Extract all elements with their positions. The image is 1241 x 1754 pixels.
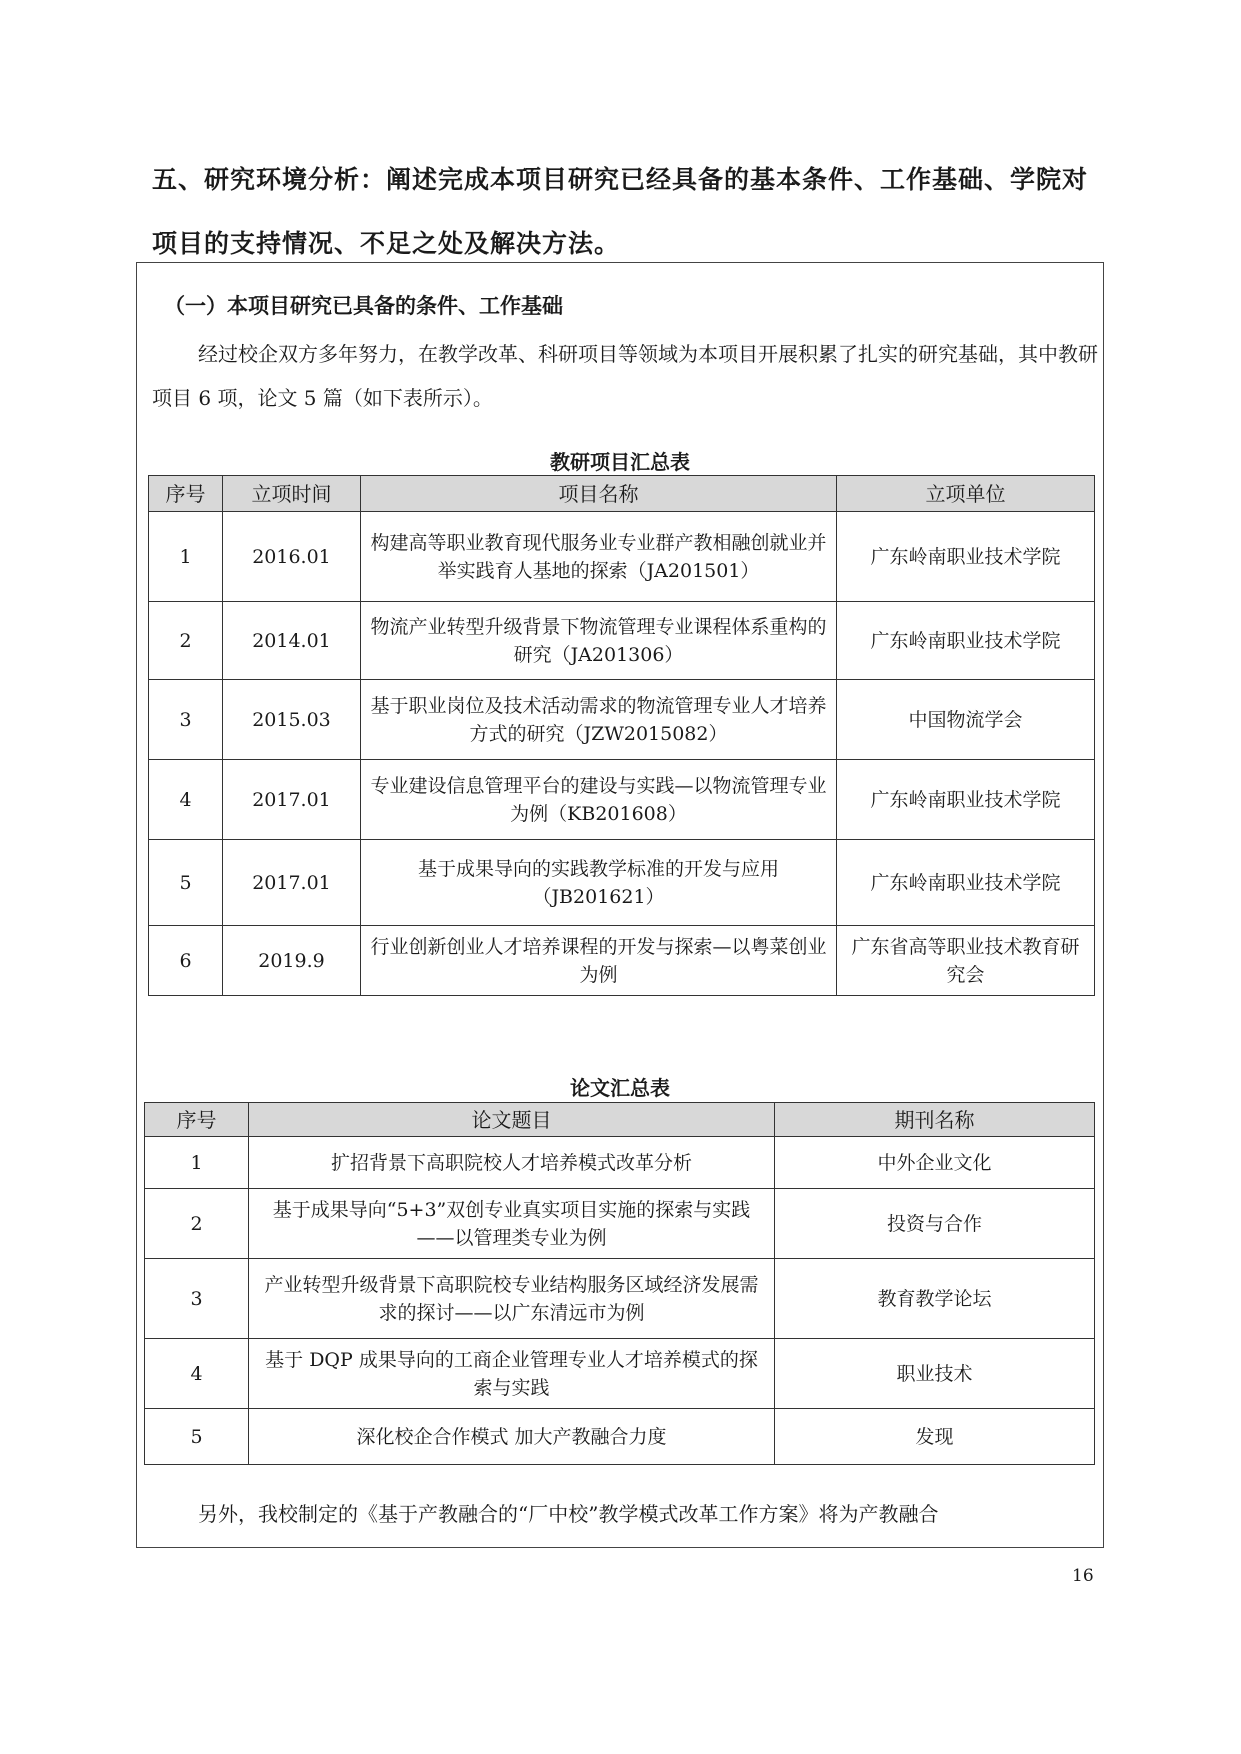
closing-paragraph: 另外，我校制定的《基于产教融合的“厂中校”教学模式改革工作方案》将为产教融合 [198,1502,939,1526]
papers-table-caption: 论文汇总表 [570,1076,670,1100]
paper-no: 2 [145,1189,249,1259]
table-header-row [145,1103,1095,1137]
project-no: 6 [149,926,223,996]
project-date: 2016.01 [223,512,361,602]
header-cell: 立项单位 [837,476,1095,512]
paper-title: 基于 DQP 成果导向的工商企业管理专业人才培养模式的探索与实践 [249,1339,775,1409]
project-name: 物流产业转型升级背景下物流管理专业课程体系重构的研究（JA201306） [361,602,837,680]
paper-journal: 发现 [775,1409,1095,1465]
project-name: 专业建设信息管理平台的建设与实践—以物流管理专业为例（KB201608） [361,760,837,840]
project-date: 2014.01 [223,602,361,680]
project-date: 2017.01 [223,760,361,840]
header-cell: 期刊名称 [775,1103,1095,1137]
project-unit: 广东岭南职业技术学院 [837,760,1095,840]
project-name: 行业创新创业人才培养课程的开发与探索—以粤菜创业为例 [361,926,837,996]
table-row [145,1189,1095,1259]
header-cell: 项目名称 [361,476,837,512]
project-no: 1 [149,512,223,602]
table-row [149,760,1095,840]
project-no: 4 [149,760,223,840]
page-number: 16 [1072,1566,1094,1586]
project-date: 2017.01 [223,840,361,926]
paper-no: 1 [145,1137,249,1189]
header-cell: 序号 [145,1103,249,1137]
paper-title: 深化校企合作模式 加大产教融合力度 [249,1409,775,1465]
paper-title: 扩招背景下高职院校人才培养模式改革分析 [249,1137,775,1189]
project-unit: 广东岭南职业技术学院 [837,602,1095,680]
table-row [145,1409,1095,1465]
project-unit: 广东省高等职业技术教育研究会 [837,926,1095,996]
paper-title: 基于成果导向“5+3”双创专业真实项目实施的探索与实践——以管理类专业为例 [249,1189,775,1259]
table-row [149,602,1095,680]
paper-no: 3 [145,1259,249,1339]
project-no: 2 [149,602,223,680]
paper-journal: 职业技术 [775,1339,1095,1409]
project-date: 2019.9 [223,926,361,996]
paper-journal: 教育教学论坛 [775,1259,1095,1339]
paper-title: 产业转型升级背景下高职院校专业结构服务区域经济发展需求的探讨——以广东清远市为例 [249,1259,775,1339]
project-name: 构建高等职业教育现代服务业专业群产教相融创就业并举实践育人基地的探索（JA201501） [361,512,837,602]
table-row [145,1137,1095,1189]
table-row [145,1259,1095,1339]
paper-no: 4 [145,1339,249,1409]
project-date: 2015.03 [223,680,361,760]
table-row [149,926,1095,996]
projects-table [148,475,1095,996]
project-unit: 中国物流学会 [837,680,1095,760]
project-name: 基于成果导向的实践教学标准的开发与应用（JB201621） [361,840,837,926]
header-cell: 序号 [149,476,223,512]
header-cell: 论文题目 [249,1103,775,1137]
section-heading: 五、研究环境分析：阐述完成本项目研究已经具备的基本条件、工作基础、学院对项目的支持情况、不足之处及解决方法。 [152,165,1089,258]
table-row [145,1339,1095,1409]
project-unit: 广东岭南职业技术学院 [837,840,1095,926]
paper-journal: 投资与合作 [775,1189,1095,1259]
header-cell: 立项时间 [223,476,361,512]
paper-no: 5 [145,1409,249,1465]
project-unit: 广东岭南职业技术学院 [837,512,1095,602]
projects-table-caption: 教研项目汇总表 [550,450,690,474]
project-no: 5 [149,840,223,926]
subsection-heading: （一）本项目研究已具备的条件、工作基础 [164,294,563,318]
table-row [149,840,1095,926]
paper-journal: 中外企业文化 [775,1137,1095,1189]
project-name: 基于职业岗位及技术活动需求的物流管理专业人才培养方式的研究（JZW2015082） [361,680,837,760]
papers-table [144,1102,1095,1465]
project-no: 3 [149,680,223,760]
intro-paragraph: 经过校企双方多年努力，在教学改革、科研项目等领域为本项目开展积累了扎实的研究基础，其中教研项目 6 项，论文 5 篇（如下表所示）。 [152,342,1098,410]
table-row [149,512,1095,602]
table-header-row [149,476,1095,512]
table-row [149,680,1095,760]
